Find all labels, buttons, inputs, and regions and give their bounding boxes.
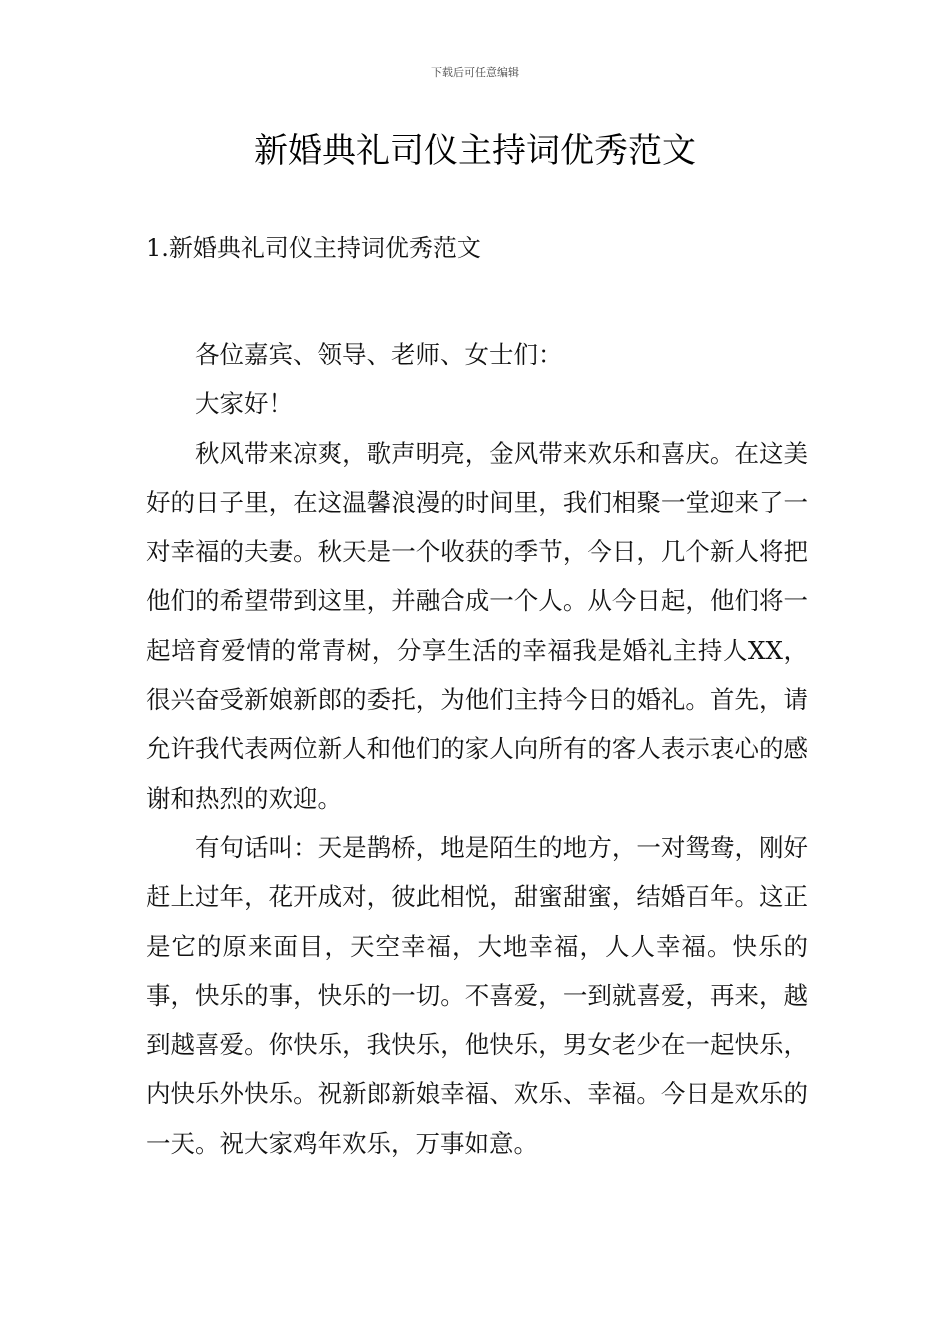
paragraph-greeting: 大家好！ — [195, 389, 293, 419]
section-heading: 1.新婚典礼司仪主持词优秀范文 — [146, 234, 481, 262]
paragraph-opening: 秋风带来凉爽，歌声明亮，金风带来欢乐和喜庆。在这美好的日子里，在这温馨浪漫的时间里，我们相聚一堂迎来了一对幸福的夫妻。秋天是一个收获的季节，今日，几个新人将把他们的希望带到这里，并融合成一个人。从今日起，他们将一起培育爱情的常青树，分享生活的幸福我是婚礼主持人XX，很兴奋受新娘新郎的委托，为他们主持今日的婚礼。首先，请允许我代表两位新人和他们的家人向所有的客人表示衷心的感谢和热烈的欢迎。 — [146, 438, 808, 813]
paragraph-blessing: 有句话叫：天是鹊桥，地是陌生的地方，一对鸳鸯，刚好赶上过年，花开成对，彼此相悦，甜蜜甜蜜，结婚百年。这正是它的原来面目，天空幸福，大地幸福，人人幸福。快乐的事，快乐的事，快乐的一切。不喜爱，一到就喜爱，再来，越到越喜爱。你快乐，我快乐，他快乐，男女老少在一起快乐，内快乐外快乐。祝新郎新娘幸福、欢乐、幸福。今日是欢乐的一天。祝大家鸡年欢乐，万事如意。 — [146, 832, 808, 1158]
paragraph-salutation: 各位嘉宾、领导、老师、女士们： — [195, 340, 563, 369]
page-header-note: 下载后可任意编辑 — [431, 66, 519, 79]
document-title: 新婚典礼司仪主持词优秀范文 — [254, 131, 696, 171]
document-body — [146, 330, 808, 1168]
